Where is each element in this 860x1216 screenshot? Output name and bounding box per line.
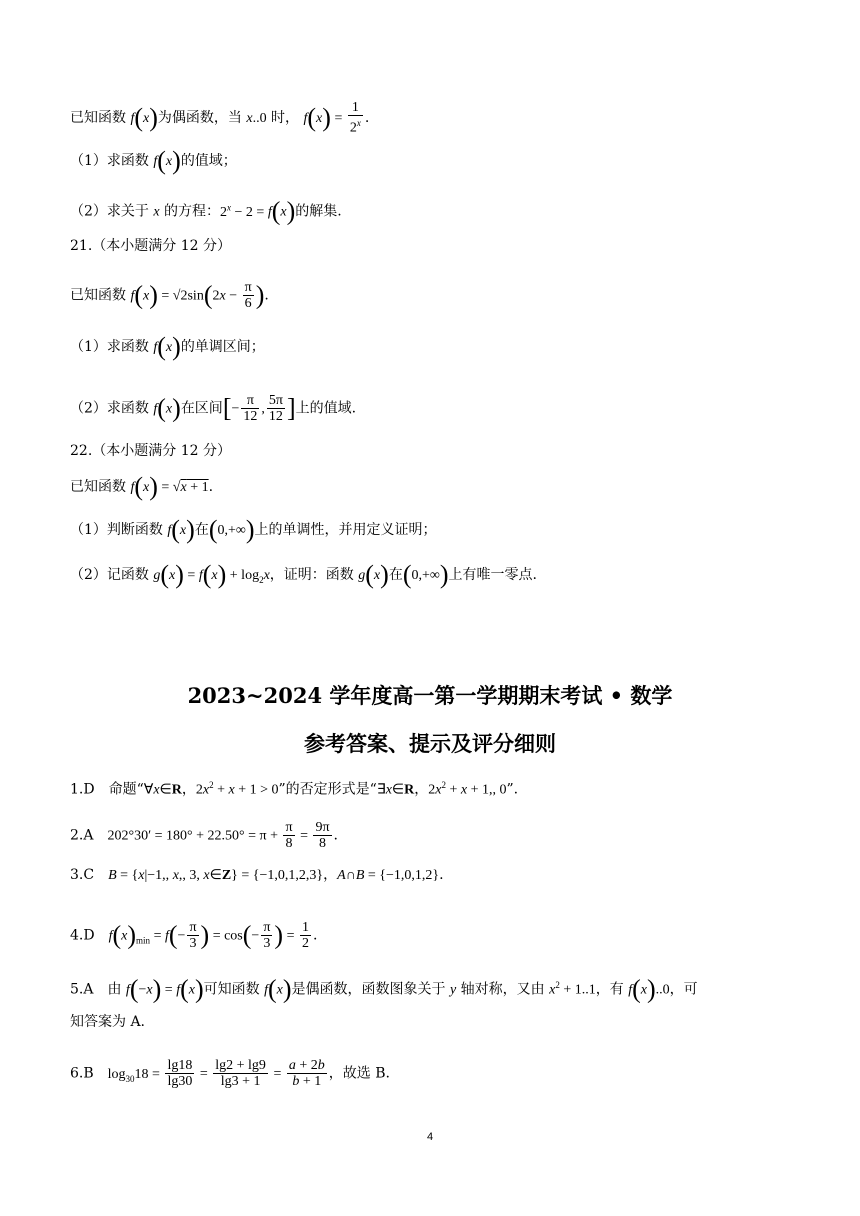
q21-header: 21.（本小题满分 12 分）: [70, 238, 231, 254]
answer-4: 4.D $f(x)_{min} = f(-$ $\frac{\pi}{3}$ ) = cos(− $\frac{\pi}{3}$ ) = $\frac{1}{2}$ .: [70, 920, 318, 951]
answer-3: 3.C B = {x|−1,, x,, 3, x∈Z} = {−1,0,1,2,3}，A∩B = {−1,0,1,2}.: [70, 867, 444, 883]
q21-stem: 已知函数 f(x) = √2sin(2x − $\frac{\pi}{6}$ ).: [70, 280, 269, 311]
q20-part2: （2）求关于 x 的方程：$2^x - 2 = f(x)$的解集.: [70, 196, 342, 226]
q20-part1: （1）求函数 f(x)的值域；: [70, 146, 237, 175]
q20-stem: 已知函数 f(x)为偶函数，当 x..0 时， f(x) = $\frac{1}{2^x}$ .: [70, 100, 370, 136]
q21-part1: （1）求函数 f(x)的单调区间；: [70, 332, 265, 361]
answer-1: 1.D 命题“∀x∈R，$2x^2 + x + 1 > 0$”的否定形式是“∃x∈R，$2x^2 + x + 1$,, 0”.: [70, 780, 519, 798]
q22-part2: （2）记函数 $g(x) = f(x) + \log_2x$，证明：函数 g(x)在(0,+∞)上有唯一零点.: [70, 560, 537, 589]
q22-part1: （1）判断函数 f(x)在(0,+∞)上的单调性，并用定义证明；: [70, 515, 437, 544]
answers-subtitle: 参考答案、提示及评分细则: [304, 731, 556, 756]
answers-title: 2023~2024 学年度高一第一学期期末考试 • 数学: [187, 683, 673, 708]
q22-stem: 已知函数 f(x) = √x + 1.: [70, 472, 214, 501]
answer-6: 6.B $\log_{30}18$ = $\frac{\lg 18}{\lg 30}$ = $\frac{\lg 2 + \lg 9}{\lg 3 + 1}$ = $\frac{a + 2b}{b + 1}$ ，故选 B.: [70, 1058, 390, 1089]
page-number: 4: [426, 1131, 434, 1143]
answer-5-line1: 5.A 由 f(−x) = f(x)可知函数 f(x)是偶函数，函数图象关于 y 轴对称，又由 $x^2 + 1..1$，有 f(x)..0，可: [70, 974, 698, 1004]
q22-header: 22.（本小题满分 12 分）: [70, 443, 231, 459]
answer-2: 2.A 202°30′ = 180° + 22.50° = π + $\frac{\pi}{8}$ = $\frac{9\pi}{8}$ .: [70, 820, 338, 851]
q21-part2: （2）求函数 f(x)在区间[− $\frac{\pi}{12}$ , $\frac{5\pi}{12}$ ]上的值域.: [70, 393, 357, 424]
answer-5-line2: 知答案为 A.: [70, 1014, 146, 1030]
